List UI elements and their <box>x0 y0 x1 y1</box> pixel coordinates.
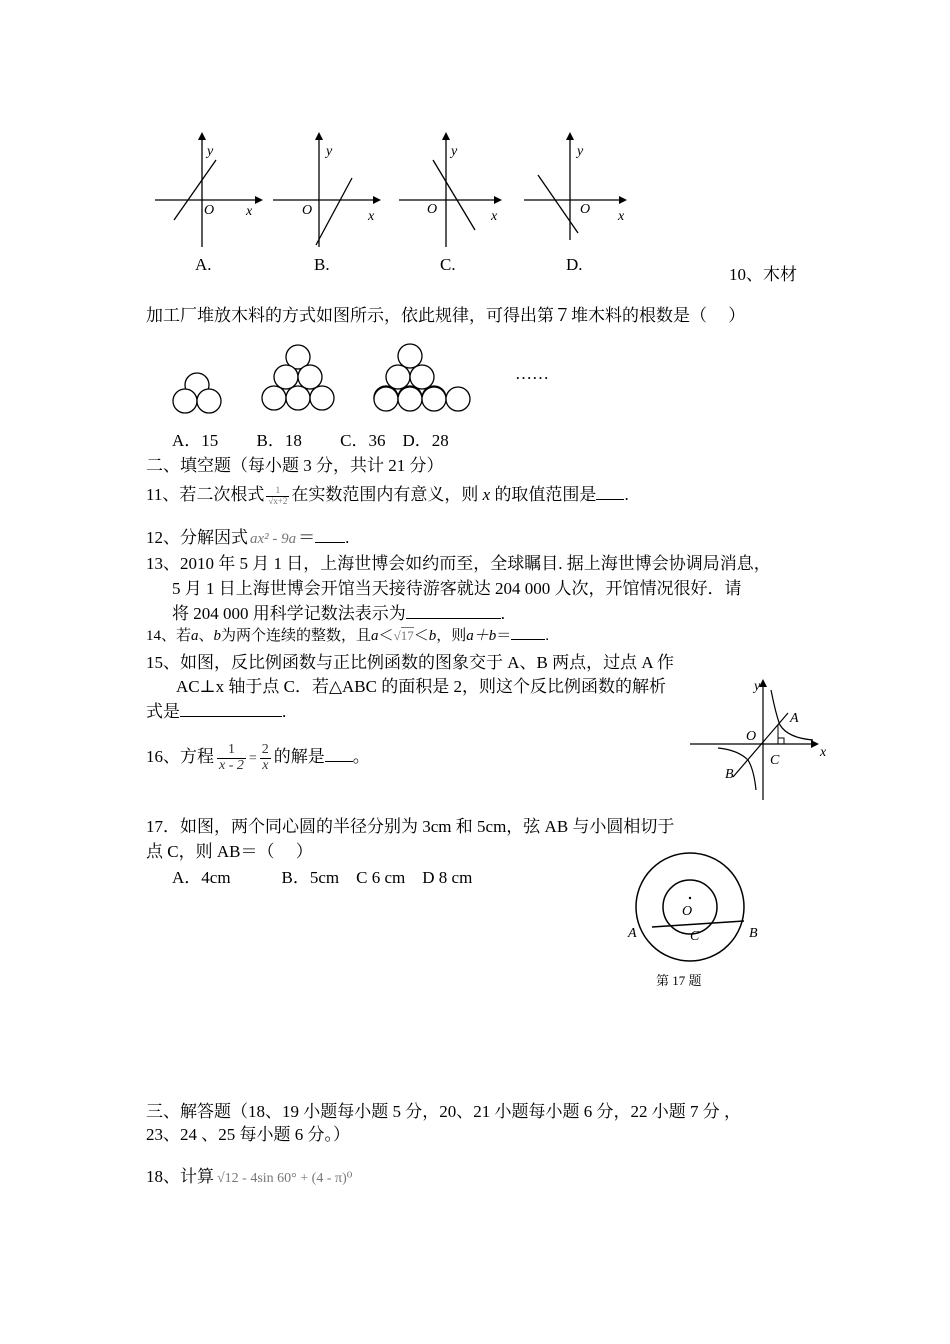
point-b-label: B <box>749 926 758 941</box>
q18-expression: √12 - 4sin 60° + (4 - π)⁰ <box>217 1171 353 1186</box>
sqrt-17: √17 <box>393 628 414 643</box>
point-c-label: C <box>690 929 700 944</box>
y-label: y <box>326 144 333 159</box>
q16-left-fraction: $\frac{1}{x - 2}$ <box>219 741 244 773</box>
wood-pile-3-bottom <box>370 375 480 420</box>
graph-b <box>270 130 390 250</box>
q13-line2: 5 月 1 日上海世博会开馆当天接待游客就达 204 000 人次，开馆情况很好．请 <box>172 579 742 598</box>
q11-fraction: $\frac{1}{√x+2}$ <box>268 485 288 506</box>
x-label: x <box>368 209 375 224</box>
x-label: x <box>491 209 498 224</box>
origin-label: O <box>302 203 313 218</box>
q12-expression: ax² - 9a <box>250 531 297 547</box>
q16-right-fraction: $\frac{2}{x}$ <box>261 741 269 773</box>
q15-line1: 15、如图，反比例函数与正比例函数的图象交于 A、B 两点，过点 A 作 <box>146 653 674 672</box>
y-label: y <box>577 144 584 159</box>
q17-caption: 第 17 题 <box>656 973 702 988</box>
q11-var: x <box>482 485 491 504</box>
point-b-label: B <box>725 767 734 782</box>
point-c-label: C <box>770 753 780 768</box>
q11-pre: 11、若二次根式 <box>146 485 265 504</box>
point-a-label: A <box>628 926 637 941</box>
option-label-a: A. <box>195 255 212 274</box>
y-label: y <box>207 144 214 159</box>
option-label-b: B. <box>314 255 330 274</box>
q11: 11、若二次根式 $\frac{1}{√x+2}$ 在实数范围内有意义，则 x 的取值范围是 . <box>146 485 629 506</box>
origin-label: O <box>746 729 757 744</box>
graph-c <box>395 130 515 250</box>
q11-post1: 在实数范围内有意义，则 <box>291 485 479 504</box>
x-label: x <box>820 745 827 760</box>
q15-line3: 式是 . <box>146 702 287 721</box>
q17-options: A．4cm B．5cm C 6 cm D 8 cm <box>172 868 473 887</box>
origin-label: O <box>204 203 215 218</box>
option-label-c: C. <box>440 255 456 274</box>
q14: 14、若a、b为两个连续的整数，且a＜√17＜b，则a＋b＝ . <box>146 624 549 645</box>
q17-figure <box>620 845 770 990</box>
section-3-line1: 三、解答题（18、19 小题每小题 5 分，20、21 小题每小题 6 分，22 小题 7 分 ， <box>146 1102 741 1121</box>
q17-line2: 点 C，则 AB＝（ ） <box>146 842 313 861</box>
q10-options: A．15 B．18 C．36 D．28 <box>172 431 449 450</box>
q10-head: 10、木材 <box>729 265 797 284</box>
q15-line2: AC⊥x 轴于点 C．若△ABC 的面积是 2，则这个反比例函数的解析 <box>176 677 666 696</box>
q11-post2: 的取值范围是 <box>494 485 597 504</box>
origin-label: O <box>427 202 438 217</box>
option-label-d: D. <box>566 255 583 274</box>
q15-figure <box>688 670 838 805</box>
y-label: y <box>451 144 458 159</box>
x-label: x <box>246 204 253 219</box>
q18: 18、计算 √12 - 4sin 60° + (4 - π)⁰ <box>146 1167 353 1186</box>
graph-a <box>150 130 270 250</box>
q10-text: 加工厂堆放木料的方式如图所示，依此规律，可得出第７堆木料的根数是（ ） <box>146 306 746 325</box>
point-a-label: A <box>790 711 799 726</box>
section-2-heading: 二、填空题（每小题 3 分，共计 21 分） <box>146 456 444 475</box>
origin-label: O <box>580 202 591 217</box>
q17-line1: 17．如图，两个同心圆的半径分别为 3cm 和 5cm，弦 AB 与小圆相切于 <box>146 817 675 836</box>
q10-ellipsis: …… <box>515 364 549 383</box>
y-label: y <box>754 679 761 694</box>
q12: 12、分解因式 ax² - 9a ＝ . <box>146 528 350 547</box>
q13-line3: 将 204 000 用科学记数法表示为 . <box>172 604 505 623</box>
q16: 16、方程 $\frac{1}{x - 2}$ = $\frac{2}{x}$ 的解是 。 <box>146 741 370 773</box>
section-3-line2: 23、24 、25 每小题 6 分。） <box>146 1125 350 1144</box>
center-o-label: O <box>682 904 693 919</box>
graph-d <box>520 130 640 250</box>
x-label: x <box>618 209 625 224</box>
q13-line1: 13、2010 年 5 月 1 日，上海世博会如约而至，全球瞩目. 据上海世博会协调局消息， <box>146 554 771 573</box>
